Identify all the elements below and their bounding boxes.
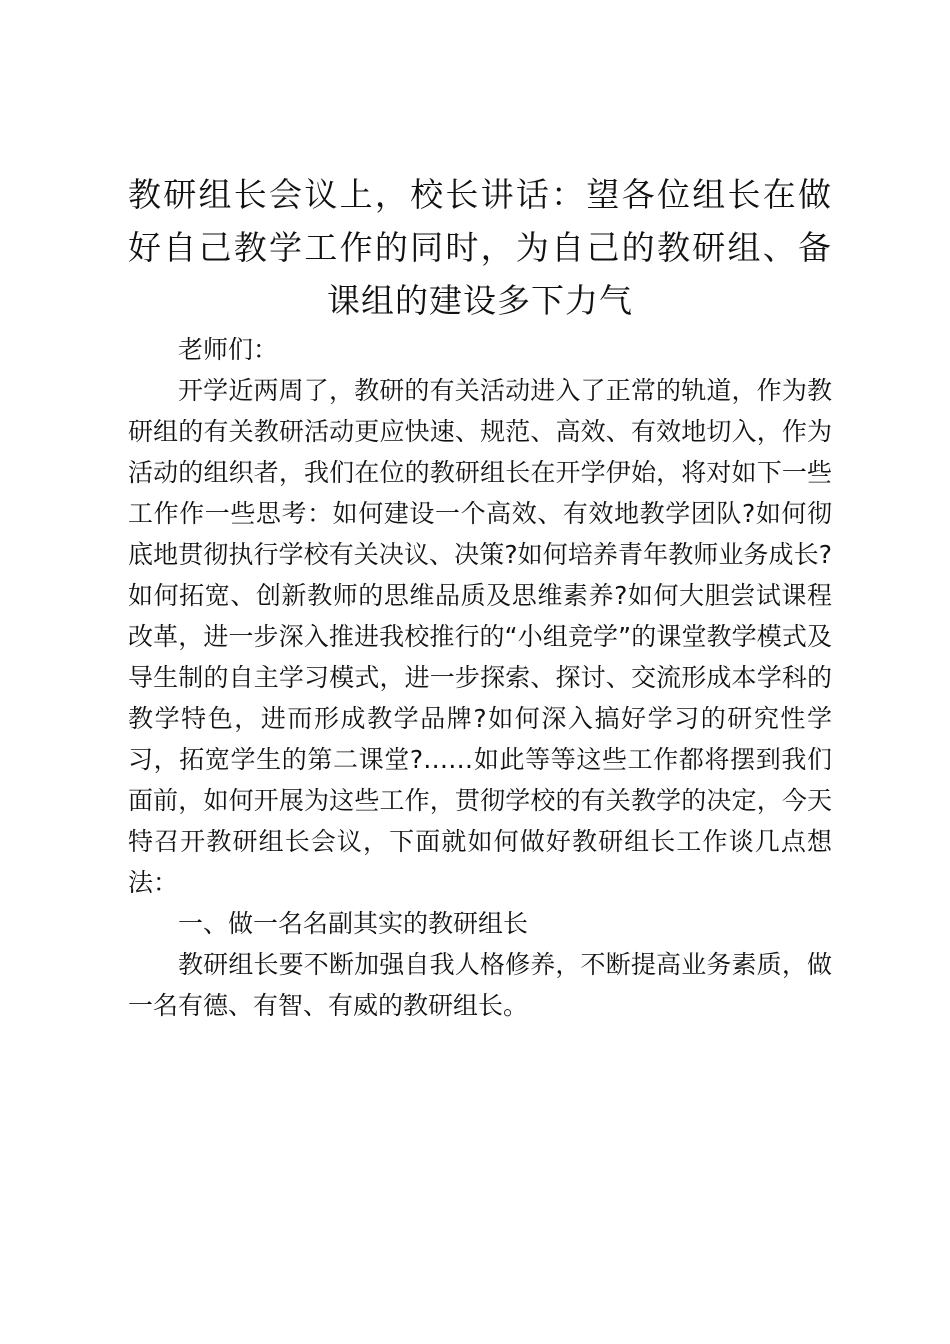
document-title: 教研组长会议上，校长讲话：望各位组长在做好自己教学工作的同时，为自己的教研组、备课组的建设多下力气 xyxy=(128,175,832,320)
body-paragraph-intro: 开学近两周了，教研的有关活动进入了正常的轨道，作为教研组的有关教研活动更应快速、规范、高效、有效地切入，作为活动的组织者，我们在位的教研组长在开学伊始，将对如下一些工作作一些思考：如何建设一个高效、有效地教学团队?如何彻底地贯彻执行学校有关决议、决策?如何培养青年教师业务成长?如何拓宽、创新教师的思维品质及思维素养?如何大胆尝试课程改革，进一步深入推进我校推行的“小组竞学”的课堂教学模式及导生制的自主学习模式，进一步探索、探讨、交流形成本学科的教学特色，进而形成教学品牌?如何深入搞好学习的研究性学习，拓宽学生的第二课堂?……如此等等这些工作都将摆到我们面前，如何开展为这些工作，贯彻学校的有关教学的决定，今天特召开教研组长会议，下面就如何做好教研组长工作谈几点想法： xyxy=(128,376,832,897)
document-page xyxy=(128,168,832,1026)
section-heading-1: 一、做一名名副其实的教研组长 xyxy=(178,909,529,938)
salutation: 老师们： xyxy=(178,335,279,364)
body-paragraph-section-1: 教研组长要不断加强自我人格修养，不断提高业务素质，做一名有德、有智、有威的教研组长。 xyxy=(128,950,832,1020)
